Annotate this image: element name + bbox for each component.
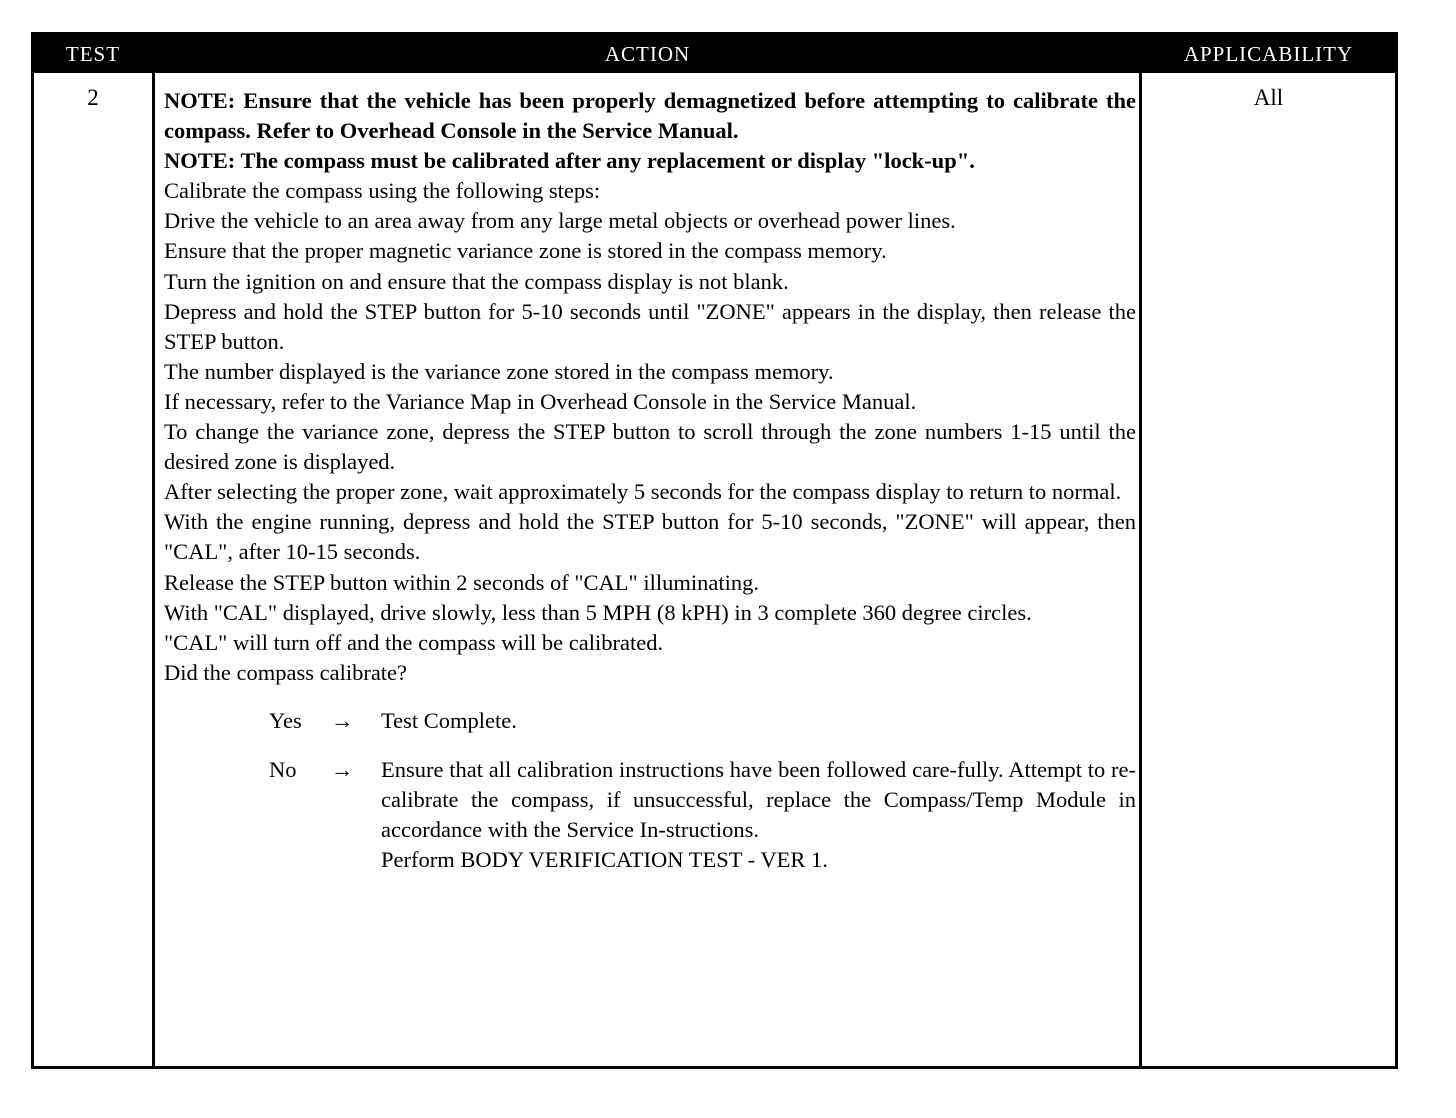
step-text: Ensure that the proper magnetic variance zone is stored in the compass memory. bbox=[164, 238, 887, 264]
arrow-right-icon: → bbox=[331, 707, 354, 733]
answer-yes bbox=[164, 706, 1136, 736]
step-text: With the engine running, depress and hold the STEP button for 5-10 seconds, "ZONE" will appear, then "CAL", after 10-15 seconds. bbox=[164, 509, 1136, 565]
step-text: To change the variance zone, depress the STEP button to scroll through the zone numbers 1-15 until the desired zone is displayed. bbox=[164, 419, 1136, 475]
column-divider bbox=[1139, 73, 1142, 1066]
answer-text: Ensure that all calibration instructions have been followed care-fully. Attempt to re-calibrate the compass, if unsuccessful, replace the Compass/Temp Module in accordance with the Service In-structions. bbox=[381, 756, 1136, 843]
column-divider bbox=[152, 73, 155, 1066]
answer-label: No bbox=[269, 756, 297, 782]
diagnostic-table bbox=[31, 32, 1398, 1069]
answer-list bbox=[164, 706, 1136, 875]
test-number: 2 bbox=[87, 85, 99, 110]
header-applicability: APPLICABILITY bbox=[1183, 42, 1354, 66]
step-text: After selecting the proper zone, wait approximately 5 seconds for the compass display to return to normal. bbox=[164, 479, 1122, 505]
step-text: Drive the vehicle to an area away from any large metal objects or overhead power lines. bbox=[164, 208, 956, 234]
header-action: ACTION bbox=[604, 42, 691, 66]
arrow-right-icon: → bbox=[331, 756, 354, 782]
step-text: Turn the ignition on and ensure that the compass display is not blank. bbox=[164, 268, 789, 294]
note-demagnetize: NOTE: Ensure that the vehicle has been properly demagnetized before attempting to calibrate the compass. Refer to Overhead Console in the Service Manual. bbox=[164, 88, 1136, 144]
answer-followup: Perform BODY VERIFICATION TEST - VER 1. bbox=[381, 847, 828, 873]
answer-no bbox=[164, 755, 1136, 875]
action-cell bbox=[164, 86, 1136, 875]
step-text: The number displayed is the variance zone stored in the compass memory. bbox=[164, 358, 834, 384]
step-text: "CAL" will turn off and the compass will be calibrated. bbox=[164, 629, 664, 655]
question-text: Did the compass calibrate? bbox=[164, 659, 408, 685]
table-header bbox=[34, 35, 1395, 73]
step-text: Release the STEP button within 2 seconds of "CAL" illuminating. bbox=[164, 569, 759, 595]
step-text: If necessary, refer to the Variance Map in Overhead Console in the Service Manual. bbox=[164, 388, 917, 414]
answer-text: Test Complete. bbox=[381, 707, 517, 733]
step-text: With "CAL" displayed, drive slowly, less than 5 MPH (8 kPH) in 3 complete 360 degree circles. bbox=[164, 599, 1032, 625]
applicability-value: All bbox=[1253, 85, 1284, 110]
answer-label: Yes bbox=[269, 707, 302, 733]
step-text: Depress and hold the STEP button for 5-10 seconds until "ZONE" appears in the display, then release the STEP button. bbox=[164, 298, 1136, 354]
header-test: TEST bbox=[65, 42, 121, 66]
note-calibrate: NOTE: The compass must be calibrated after any replacement or display "lock-up". bbox=[164, 148, 975, 174]
step-text: Calibrate the compass using the following steps: bbox=[164, 178, 601, 204]
